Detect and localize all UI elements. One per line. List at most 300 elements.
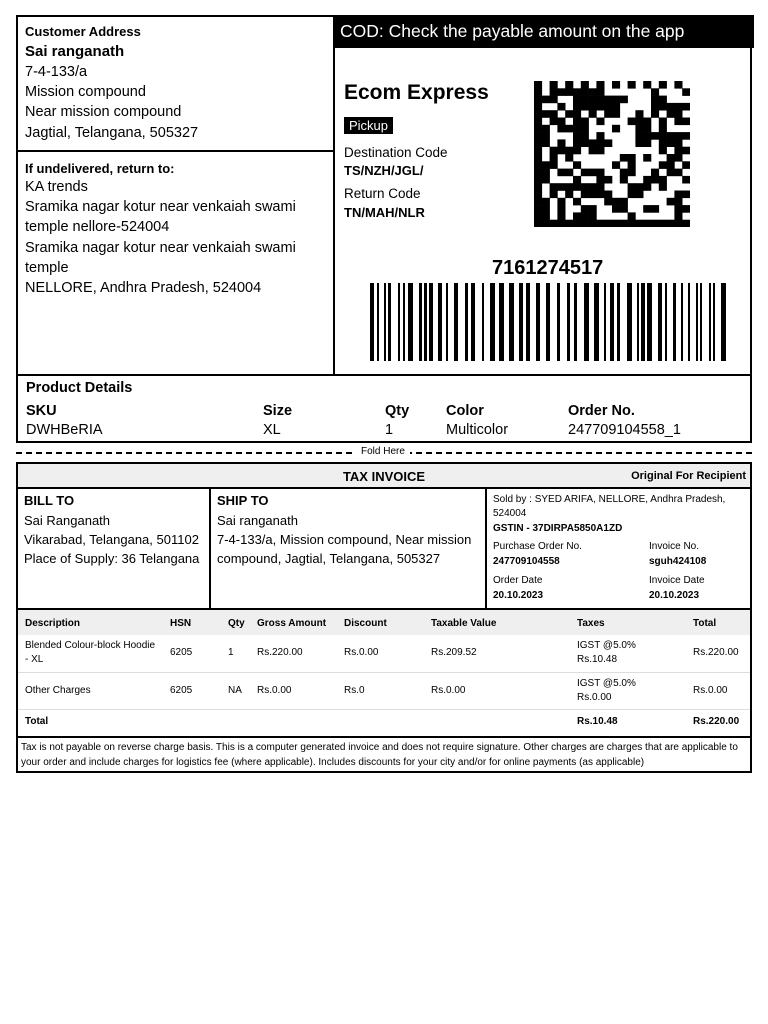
barcode-bar — [557, 283, 560, 361]
datamatrix-module — [534, 125, 542, 133]
datamatrix-module — [596, 139, 604, 147]
th-total: Total — [693, 618, 717, 629]
datamatrix-module — [628, 191, 636, 199]
product-details-header: Product Details — [26, 380, 133, 396]
row-hsn: 6205 — [170, 685, 193, 696]
row-description-line: Blended Colour-block Hoodie — [25, 640, 156, 651]
datamatrix-module — [589, 183, 597, 191]
address-column — [18, 17, 335, 374]
datamatrix-module — [534, 176, 542, 184]
row-taxes — [577, 677, 636, 705]
color-value: Multicolor — [446, 422, 509, 438]
datamatrix-module — [596, 176, 604, 184]
datamatrix-module — [573, 198, 581, 206]
datamatrix-module — [604, 110, 612, 118]
datamatrix-module — [596, 103, 604, 111]
datamatrix-module — [557, 147, 565, 155]
datamatrix-module — [542, 220, 550, 227]
row-qty: NA — [228, 685, 242, 696]
order-date-value: 20.10.2023 — [493, 590, 544, 601]
datamatrix-module — [581, 132, 589, 140]
barcode-bar — [574, 283, 577, 361]
datamatrix-module — [674, 103, 682, 111]
qty-value: 1 — [385, 422, 394, 438]
datamatrix-module — [604, 220, 612, 227]
datamatrix-module — [674, 110, 682, 118]
datamatrix-module — [596, 147, 604, 155]
barcode-bar — [696, 283, 698, 361]
ship-to-line: compound, Jagtial, Telangana, 505327 — [217, 551, 441, 566]
datamatrix-module — [682, 176, 690, 184]
row-taxes — [577, 639, 636, 667]
datamatrix-module — [643, 154, 651, 162]
datamatrix-module — [565, 110, 573, 118]
column-header-color: Color — [446, 403, 484, 419]
datamatrix-module — [643, 125, 651, 133]
datamatrix-module — [573, 139, 581, 147]
datamatrix-module — [628, 81, 636, 89]
invoice-no-value: sguh424108 — [649, 556, 707, 567]
customer-address-line: Mission compound — [25, 84, 146, 101]
barcode-bar — [665, 283, 667, 361]
datamatrix-module — [565, 191, 573, 199]
datamatrix-module — [651, 176, 659, 184]
barcode-bar — [604, 283, 606, 361]
order-no-value: 247709104558_1 — [568, 422, 681, 438]
datamatrix-module — [565, 183, 573, 191]
return-address-header: If undelivered, return to: — [25, 161, 175, 176]
row-discount: Rs.0.00 — [344, 647, 379, 658]
datamatrix-module — [542, 176, 550, 184]
datamatrix-module — [589, 139, 597, 147]
purchase-order-value: 247709104558 — [493, 556, 560, 567]
datamatrix-module — [565, 125, 573, 133]
datamatrix-module — [550, 81, 558, 89]
row-description: Other Charges — [25, 685, 91, 696]
datamatrix-module — [557, 139, 565, 147]
datamatrix-module — [635, 118, 643, 126]
barcode-bar — [408, 283, 413, 361]
column-header-qty: Qty — [385, 403, 410, 419]
barcode-bar — [709, 283, 711, 361]
datamatrix-module — [573, 161, 581, 169]
bill-to-line: Sai Ranganath — [24, 513, 111, 528]
barcode-bar — [700, 283, 702, 361]
invoice-date-value: 20.10.2023 — [649, 590, 700, 601]
datamatrix-module — [667, 154, 675, 162]
datamatrix-module — [534, 220, 542, 227]
datamatrix-module — [643, 132, 651, 140]
datamatrix-module — [542, 205, 550, 213]
barcode-bar — [429, 283, 433, 361]
th-gross-amount: Gross Amount — [257, 618, 327, 629]
datamatrix-module — [659, 139, 667, 147]
customer-address-line: Jagtial, Telangana, 505327 — [25, 124, 199, 141]
datamatrix-module — [534, 198, 542, 206]
datamatrix-module — [589, 96, 597, 104]
datamatrix-module — [628, 183, 636, 191]
datamatrix-module — [534, 191, 542, 199]
datamatrix-module — [565, 88, 573, 96]
datamatrix-module — [659, 183, 667, 191]
datamatrix-module — [659, 96, 667, 104]
datamatrix-module — [550, 110, 558, 118]
datamatrix-module — [682, 220, 690, 227]
return-address-block — [18, 154, 333, 304]
tax-invoice — [16, 462, 752, 773]
datamatrix-module — [557, 118, 565, 126]
datamatrix-module — [534, 169, 542, 177]
datamatrix-module — [674, 154, 682, 162]
barcode-bar — [641, 283, 645, 361]
barcode-bar — [490, 283, 495, 361]
datamatrix-module — [643, 139, 651, 147]
datamatrix-module — [542, 169, 550, 177]
barcode-bar — [377, 283, 379, 361]
barcode-bar — [384, 283, 386, 361]
seller-block — [487, 489, 750, 608]
datamatrix-module — [635, 110, 643, 118]
datamatrix-module — [604, 176, 612, 184]
datamatrix-module — [651, 103, 659, 111]
datamatrix-module — [674, 212, 682, 220]
datamatrix-module — [573, 96, 581, 104]
datamatrix-module — [596, 220, 604, 227]
datamatrix-module — [550, 147, 558, 155]
datamatrix-module — [534, 139, 542, 147]
customer-address-block — [18, 17, 333, 152]
datamatrix-module — [534, 212, 542, 220]
th-taxable-value: Taxable Value — [431, 618, 497, 629]
datamatrix-module — [620, 205, 628, 213]
row-hsn: 6205 — [170, 647, 193, 658]
datamatrix-module — [534, 103, 542, 111]
invoice-note: Tax is not payable on reverse charge basis. This is a computer generated invoice and does not require signature. Other charges are charges that are applicable to your order and include charges for logistics fee (where applicable). Includes discounts for your city and/or for online payments (as applicable) — [18, 736, 750, 772]
datamatrix-module — [667, 103, 675, 111]
gstin: GSTIN - 37DIRPA5850A1ZD — [493, 523, 623, 534]
customer-address-line: 7-4-133/a — [25, 64, 88, 80]
size-value: XL — [263, 422, 281, 438]
th-qty: Qty — [228, 618, 245, 629]
column-header-size: Size — [263, 403, 293, 419]
barcode-bar — [713, 283, 715, 361]
datamatrix-module — [620, 198, 628, 206]
datamatrix-module — [534, 161, 542, 169]
datamatrix-module — [573, 212, 581, 220]
service-badge: Pickup — [344, 117, 393, 134]
barcode-bar — [424, 283, 427, 361]
datamatrix-module — [628, 169, 636, 177]
table-row — [18, 672, 750, 709]
datamatrix-module — [667, 220, 675, 227]
datamatrix-module — [643, 176, 651, 184]
datamatrix-module — [612, 198, 620, 206]
datamatrix-module — [542, 110, 550, 118]
datamatrix-module — [573, 125, 581, 133]
row-gross: Rs.0.00 — [257, 685, 292, 696]
datamatrix-module — [581, 103, 589, 111]
datamatrix-module — [565, 220, 573, 227]
datamatrix-module — [612, 205, 620, 213]
bill-to-line: Place of Supply: 36 Telangana — [24, 551, 200, 566]
datamatrix-module — [596, 183, 604, 191]
invoice-table-header — [18, 610, 750, 635]
th-hsn: HSN — [170, 618, 192, 629]
datamatrix-module — [635, 139, 643, 147]
datamatrix-module — [659, 176, 667, 184]
datamatrix-module — [581, 220, 589, 227]
datamatrix-module — [643, 81, 651, 89]
invoice-header-bar — [18, 464, 750, 489]
destination-code-label: Destination Code — [344, 145, 448, 160]
datamatrix-module — [651, 132, 659, 140]
product-details — [16, 374, 752, 443]
datamatrix-module — [596, 169, 604, 177]
datamatrix-module — [573, 176, 581, 184]
ship-to-block — [211, 489, 487, 608]
carrier-name: Ecom Express — [344, 81, 489, 104]
total-amount: Rs.220.00 — [693, 716, 740, 727]
datamatrix-module — [581, 183, 589, 191]
row-total: Rs.0.00 — [693, 685, 728, 696]
datamatrix-module — [542, 139, 550, 147]
datamatrix-module — [659, 125, 667, 133]
datamatrix-module — [674, 139, 682, 147]
th-discount: Discount — [344, 618, 387, 629]
datamatrix-module — [534, 118, 542, 126]
datamatrix-module — [682, 147, 690, 155]
datamatrix-module — [565, 147, 573, 155]
datamatrix-module — [620, 176, 628, 184]
column-header-order-no: Order No. — [568, 403, 635, 419]
datamatrix-module — [682, 88, 690, 96]
datamatrix-module — [635, 220, 643, 227]
datamatrix-module — [667, 110, 675, 118]
datamatrix-module — [628, 161, 636, 169]
datamatrix-module — [659, 161, 667, 169]
table-row — [18, 635, 750, 672]
datamatrix-module — [635, 125, 643, 133]
barcode-bar — [594, 283, 599, 361]
row-description — [25, 639, 155, 667]
datamatrix-module — [682, 205, 690, 213]
row-gross: Rs.220.00 — [257, 647, 303, 658]
sold-by-line: Sold by : SYED ARIFA, NELLORE, Andhra Pradesh, — [493, 494, 726, 505]
datamatrix-module — [682, 132, 690, 140]
datamatrix-module — [581, 125, 589, 133]
datamatrix-module — [596, 96, 604, 104]
datamatrix-module — [557, 88, 565, 96]
datamatrix-module — [635, 191, 643, 199]
datamatrix-module — [628, 212, 636, 220]
datamatrix-module — [620, 96, 628, 104]
barcode-bar — [681, 283, 683, 361]
datamatrix-module — [542, 132, 550, 140]
datamatrix-module — [550, 220, 558, 227]
datamatrix-module — [565, 81, 573, 89]
return-address-line: temple — [25, 259, 69, 276]
datamatrix-module — [542, 198, 550, 206]
datamatrix-module — [581, 205, 589, 213]
datamatrix-module — [534, 110, 542, 118]
return-code-value: TN/MAH/NLR — [344, 205, 425, 220]
datamatrix-module — [581, 81, 589, 89]
barcode-bar — [627, 283, 632, 361]
barcode-bar — [419, 283, 422, 361]
datamatrix-module — [596, 132, 604, 140]
th-description: Description — [25, 618, 81, 629]
barcode-bar — [721, 283, 726, 361]
ship-to-header: SHIP TO — [217, 493, 269, 508]
datamatrix-module — [557, 205, 565, 213]
datamatrix-module — [635, 183, 643, 191]
datamatrix-module — [534, 96, 542, 104]
row-tax-amount: Rs.0.00 — [577, 692, 612, 703]
datamatrix-module — [604, 198, 612, 206]
barcode-bar — [438, 283, 442, 361]
row-total: Rs.220.00 — [693, 647, 739, 658]
datamatrix-module — [612, 161, 620, 169]
barcode-bar — [471, 283, 475, 361]
row-taxable: Rs.209.52 — [431, 647, 477, 658]
row-discount: Rs.0 — [344, 685, 365, 696]
datamatrix-module — [667, 132, 675, 140]
datamatrix-module — [682, 118, 690, 126]
datamatrix-module — [628, 154, 636, 162]
datamatrix-module — [667, 161, 675, 169]
total-taxes: Rs.10.48 — [577, 716, 618, 727]
datamatrix-module — [557, 220, 565, 227]
datamatrix-module — [628, 220, 636, 227]
barcode-bar — [688, 283, 690, 361]
bill-to-block — [18, 489, 211, 608]
datamatrix-module — [557, 198, 565, 206]
datamatrix-module — [573, 103, 581, 111]
datamatrix-module — [604, 191, 612, 199]
datamatrix-module — [682, 191, 690, 199]
datamatrix-module — [674, 205, 682, 213]
row-tax-rate: IGST @5.0% — [577, 678, 636, 689]
datamatrix-module — [581, 191, 589, 199]
datamatrix-module — [573, 110, 581, 118]
datamatrix-module — [620, 169, 628, 177]
datamatrix-module — [674, 147, 682, 155]
datamatrix-module — [534, 183, 542, 191]
datamatrix-module — [596, 81, 604, 89]
datamatrix-module — [589, 147, 597, 155]
datamatrix-module — [651, 110, 659, 118]
sku-value: DWHBeRIA — [26, 422, 103, 438]
order-date-label: Order Date — [493, 575, 543, 586]
destination-code-value: TS/NZH/JGL/ — [344, 163, 424, 178]
datamatrix-module — [542, 125, 550, 133]
invoice-no-label: Invoice No. — [649, 541, 700, 552]
datamatrix-module — [643, 183, 651, 191]
datamatrix-module — [573, 88, 581, 96]
barcode-bar — [509, 283, 514, 361]
datamatrix-module — [674, 198, 682, 206]
datamatrix-module — [635, 132, 643, 140]
datamatrix-module — [612, 110, 620, 118]
datamatrix-module — [674, 118, 682, 126]
row-taxable: Rs.0.00 — [431, 685, 466, 696]
barcode-bar — [567, 283, 570, 361]
invoice-date-label: Invoice Date — [649, 575, 705, 586]
datamatrix-module — [534, 205, 542, 213]
shipping-label — [16, 15, 752, 376]
datamatrix-module — [604, 103, 612, 111]
customer-address-header: Customer Address — [25, 24, 141, 39]
datamatrix-module — [643, 205, 651, 213]
table-total-row — [18, 709, 750, 734]
datamatrix-module — [589, 169, 597, 177]
barcode-bar — [398, 283, 400, 361]
barcode-bar — [617, 283, 620, 361]
datamatrix-module — [589, 110, 597, 118]
datamatrix-module — [667, 139, 675, 147]
datamatrix-module — [674, 81, 682, 89]
datamatrix-module — [604, 96, 612, 104]
datamatrix-module — [651, 88, 659, 96]
datamatrix-module — [659, 103, 667, 111]
datamatrix-module — [620, 220, 628, 227]
datamatrix-module — [581, 212, 589, 220]
datamatrix-module — [550, 183, 558, 191]
barcode-bar — [465, 283, 468, 361]
datamatrix-module — [589, 103, 597, 111]
th-taxes: Taxes — [577, 618, 605, 629]
barcode-bar — [673, 283, 676, 361]
barcode-bar — [610, 283, 614, 361]
return-code-label: Return Code — [344, 186, 421, 201]
datamatrix-module — [534, 154, 542, 162]
fold-here-label: Fold Here — [356, 446, 410, 457]
datamatrix-module — [542, 161, 550, 169]
barcode-bar — [526, 283, 530, 361]
datamatrix-module — [573, 132, 581, 140]
datamatrix-module — [550, 88, 558, 96]
datamatrix-module — [534, 147, 542, 155]
datamatrix-module — [550, 118, 558, 126]
datamatrix-module — [628, 118, 636, 126]
bill-to-header: BILL TO — [24, 493, 75, 508]
row-tax-amount: Rs.10.48 — [577, 654, 618, 665]
customer-name: Sai ranganath — [25, 43, 125, 60]
datamatrix-module — [674, 220, 682, 227]
datamatrix-module — [550, 161, 558, 169]
datamatrix-module — [651, 205, 659, 213]
barcode-bar — [370, 283, 374, 361]
datamatrix-module — [596, 118, 604, 126]
row-tax-rate: IGST @5.0% — [577, 640, 636, 651]
barcode-bar — [454, 283, 458, 361]
barcode-bar — [403, 283, 405, 361]
return-address-line: Sramika nagar kotur near venkaiah swami — [25, 199, 296, 216]
datamatrix-module — [667, 169, 675, 177]
datamatrix-module — [651, 220, 659, 227]
barcode-bar — [658, 283, 662, 361]
datamatrix-module — [573, 220, 581, 227]
datamatrix-module — [682, 161, 690, 169]
datamatrix-module — [550, 191, 558, 199]
return-address-line: KA trends — [25, 179, 88, 195]
datamatrix-module — [573, 118, 581, 126]
datamatrix-module — [659, 147, 667, 155]
datamatrix-module — [581, 139, 589, 147]
datamatrix-module — [659, 81, 667, 89]
datamatrix-module — [557, 169, 565, 177]
datamatrix-module — [612, 81, 620, 89]
